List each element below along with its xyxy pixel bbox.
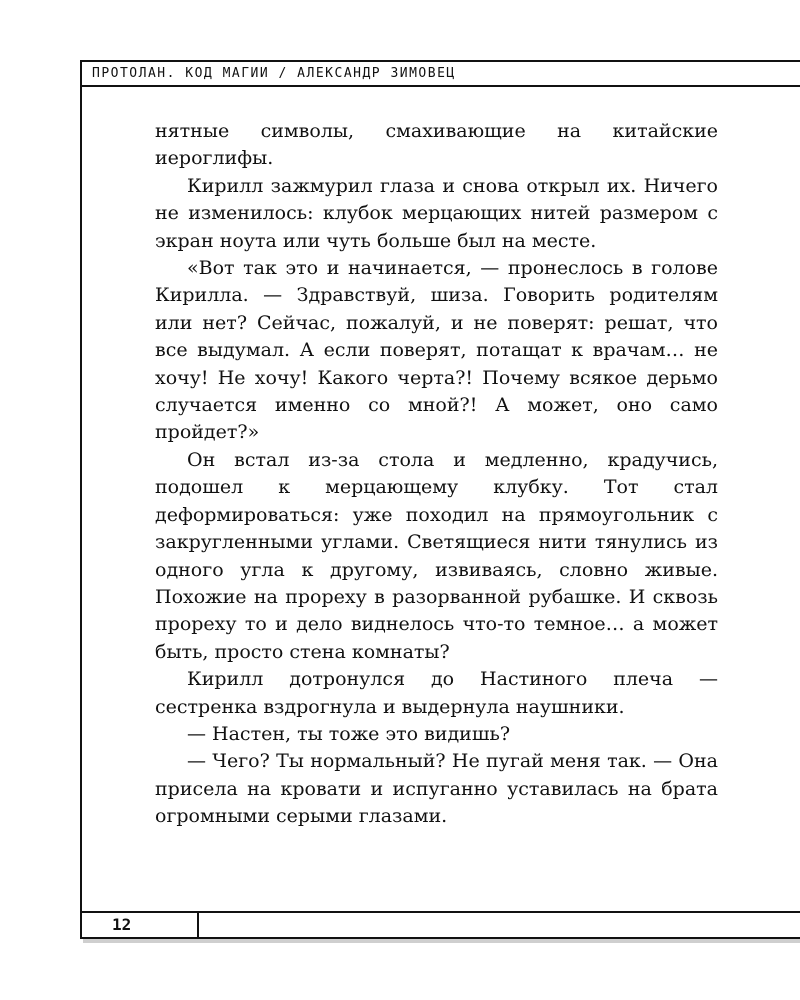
paragraph: Кирилл дотронулся до Настиного плеча — сестренка вздрогнула и выдернула наушники. [155,668,718,718]
book-page [80,60,800,939]
dialogue-line: — Настен, ты тоже это видишь? [187,722,511,745]
paragraph-continuation: нятные символы, смахивающие на китайские иероглифы. [155,120,718,170]
dialogue-line: — Чего? Ты нормальный? Не пугай меня так. — Она присела на кровати и испуганно уставилась на брата огромными серыми глазами. [155,750,718,828]
paragraph: Кирилл зажмурил глаза и снова открыл их. Ничего не изменилось: клубок мерцающих нитей размером с экран ноута или чуть больше был на месте. [155,174,718,252]
paragraph: Он встал из-за стола и медленно, крадучись, подошел к мерцающему клубку. Тот стал деформироваться: уже походил на прямоугольник с закругленными углами. Светящиеся нити тянулись из одного угла к другому, извиваясь, словно живые. Похожие на прореху в разорванной рубашке. И сквозь прореху то и дело виднелось что-то темное… а может быть, просто стена комнаты? [155,448,718,663]
page-footer [82,911,800,937]
running-header: ПРОТОЛАН. КОД МАГИИ / АЛЕКСАНДР ЗИМОВЕЦ [82,62,800,87]
paragraph: «Вот так это и начинается, — пронеслось в голове Кирилла. — Здравствуй, шиза. Говорить родителям или нет? Сейчас, пожалуй, и не поверят: решат, что все выдумал. А если поверят, потащат к врачам… не хочу! Не хочу! Какого черта?! Почему всякое дерьмо случается именно со мной?! А может, оно само пройдет?» [155,257,718,444]
page-number: 12 [82,913,199,937]
page-body-text [155,118,718,831]
